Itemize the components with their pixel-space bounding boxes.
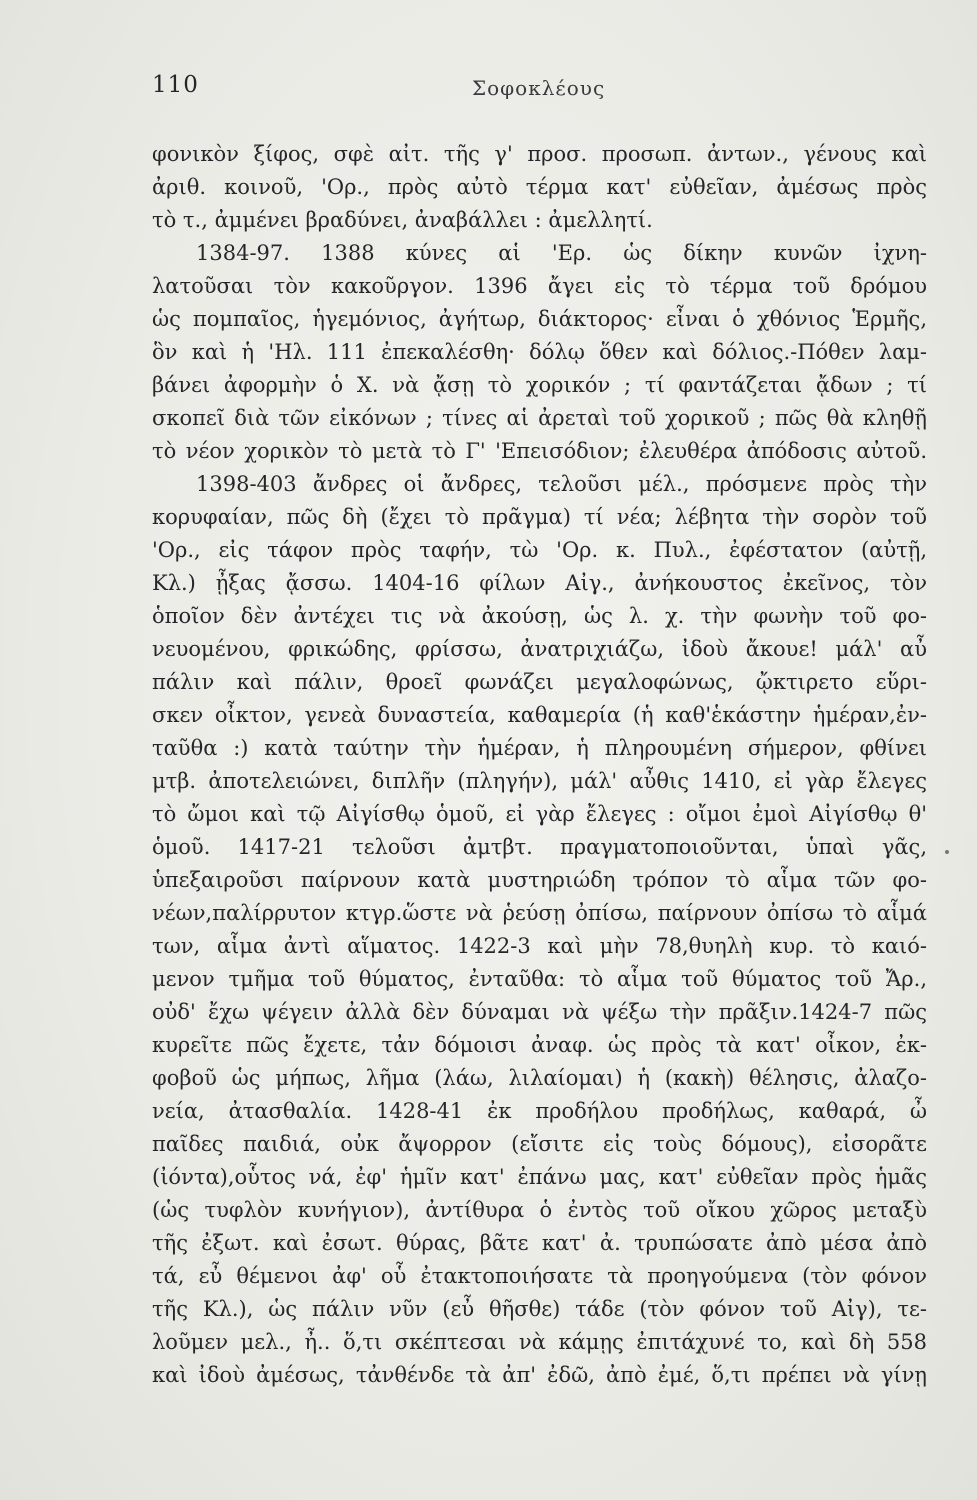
text-line: μενον τμῆμα τοῦ θύματος, ἐνταῦθα: τὸ αἷμα τοῦ θύματος τοῦ Ἄρ.,	[152, 967, 927, 991]
text-line: 1398-403 ἄνδρες οἱ ἄνδρες, τελοῦσι μέλ., πρόσμενε πρὸς τὴν	[196, 472, 927, 496]
text-line: βάνει ἀφορμὴν ὁ Χ. νὰ ᾄσῃ τὸ χορικόν ; τί φαντάζεται ᾄδων ; τί	[152, 373, 927, 397]
text-line: σκεν οἶκτον, γενεὰ δυναστεία, καθαμερία (ἡ καθ'ἑκάστην ἡμέραν,ἐν-	[152, 703, 927, 727]
text-line: φοβοῦ ὡς μήπως, λῆμα (λάω, λιλαίομαι) ἡ (κακὴ) θέλησις, ἀλαζο-	[152, 1066, 927, 1090]
text-line: τὸ τ., ἀμμένει βραδύνει, ἀναβάλλει : ἀμελλητί.	[152, 208, 653, 232]
text-line: λατοῦσαι τὸν κακοῦργον. 1396 ἄγει εἰς τὸ τέρμα τοῦ δρόμου	[152, 274, 927, 298]
text-line: σκοπεῖ διὰ τῶν εἰκόνων ; τίνες αἱ ἀρεταὶ τοῦ χορικοῦ ; πῶς θὰ κληθῇ	[152, 406, 927, 430]
text-line: φονικὸν ξίφος, σφὲ αἰτ. τῆς γ' προσ. προσωπ. ἀντων., γένους καὶ	[152, 142, 927, 166]
text-line: παῖδες παιδιά, οὐκ ἄψορρον (εἴσιτε εἰς τοὺς δόμους), εἰσορᾶτε	[152, 1132, 927, 1156]
text-line: ὑπεξαιροῦσι παίρνουν κατὰ μυστηριώδη τρόπον τὸ αἷμα τῶν φο-	[152, 868, 927, 892]
text-line: τῆς Κλ.), ὡς πάλιν νῦν (εὖ θῆσθε) τάδε (τὸν φόνον τοῦ Αἰγ), τε-	[152, 1297, 927, 1321]
text-line: νευομένου, φρικώδης, φρίσσω, ἀνατριχιάζω, ἰδοὺ ἄκουε! μάλ' αὖ	[152, 637, 927, 661]
text-line: κορυφαίαν, πῶς δὴ (ἔχει τὸ πρᾶγμα) τί νέα; λέβητα τὴν σορὸν τοῦ	[152, 505, 927, 529]
page-number: 110	[152, 72, 199, 98]
text-line: Κλ.) ᾖξας ᾄσσω. 1404-16 φίλων Αἰγ., ἀνήκουστος ἐκεῖνος, τὸν	[152, 571, 927, 595]
text-line: (ὡς τυφλὸν κυνήγιον), ἀντίθυρα ὁ ἐντὸς τοῦ οἴκου χῶρος μεταξὺ	[152, 1198, 927, 1222]
text-line: 1384-97. 1388 κύνες αἱ 'Ερ. ὡς δίκην κυνῶν ἰχνη-	[196, 241, 927, 265]
text-line: των, αἷμα ἀντὶ αἵματος. 1422-3 καὶ μὴν 78,θυηλὴ κυρ. τὸ καιό-	[152, 934, 927, 958]
running-title: Σοφοκλέους	[472, 76, 606, 100]
text-line: κυρεῖτε πῶς ἔχετε, τἀν δόμοισι ἀναφ. ὡς πρὸς τὰ κατ' οἶκον, ἐκ-	[152, 1033, 927, 1057]
text-line: πάλιν καὶ πάλιν, θροεῖ φωνάζει μεγαλοφώνως, ᾤκτιρετο εὕρι-	[152, 670, 927, 694]
text-line: ὁμοῦ. 1417-21 τελοῦσι ἀμτβτ. πραγματοποιοῦνται, ὑπαὶ γᾶς,	[152, 835, 927, 859]
text-line: ὁποῖον δὲν ἀντέχει τις νὰ ἀκούσῃ, ὡς λ. χ. τὴν φωνὴν τοῦ φο-	[152, 604, 927, 628]
text-line: νεία, ἀτασθαλία. 1428-41 ἐκ προδήλου προδήλως, καθαρά, ὦ	[152, 1099, 927, 1123]
text-line: τὸ ὤμοι καὶ τῷ Αἰγίσθῳ ὁμοῦ, εἰ γὰρ ἔλεγες : οἴμοι ἐμοὶ Αἰγίσθῳ θ'	[152, 802, 927, 826]
text-line: νέων,παλίρρυτον κτγρ.ὥστε νὰ ῥεύσῃ ὀπίσω, παίρνουν ὀπίσω τὸ αἷμά	[152, 901, 927, 925]
text-line: τά, εὖ θέμενοι ἀφ' οὗ ἐτακτοποιήσατε τὰ προηγούμενα (τὸν φόνον	[152, 1264, 927, 1288]
text-line: ὡς πομπαῖος, ἡγεμόνιος, ἀγήτωρ, διάκτορος· εἶναι ὁ χθόνιος Ἑρμῆς,	[152, 307, 927, 331]
commentary-text	[152, 138, 927, 1392]
text-line: ἀριθ. κοινοῦ, 'Ορ., πρὸς αὐτὸ τέρμα κατ' εὐθεῖαν, ἀμέσως πρὸς	[152, 175, 927, 199]
text-line: οὐδ' ἔχω ψέγειν ἀλλὰ δὲν δύναμαι νὰ ψέξω τὴν πρᾶξιν.1424-7 πῶς	[152, 1000, 927, 1024]
text-line: τῆς ἐξωτ. καὶ ἐσωτ. θύρας, βᾶτε κατ' ἀ. τρυπώσατε ἀπὸ μέσα ἀπὸ	[152, 1231, 927, 1255]
text-line: ταῦθα :) κατὰ ταύτην τὴν ἡμέραν, ἡ πληρουμένη σήμερον, φθίνει	[152, 736, 927, 760]
text-line: τὸ νέον χορικὸν τὸ μετὰ τὸ Γ' 'Επεισόδιον; ἐλευθέρα ἀπόδοσις αὐτοῦ.	[152, 439, 927, 463]
text-line: 'Ορ., εἰς τάφον πρὸς ταφήν, τὼ 'Ορ. κ. Πυλ., ἐφέστατον (αὐτῇ,	[152, 538, 927, 562]
text-line: καὶ ἰδοὺ ἀμέσως, τἀνθένδε τὰ ἀπ' ἐδῶ, ἀπὸ ἐμέ, ὅ,τι πρέπει νὰ γίνῃ	[152, 1363, 927, 1387]
page-header	[152, 72, 927, 106]
text-line: ὃν καὶ ἡ 'Ηλ. 111 ἐπεκαλέσθη· δόλῳ ὅθεν καὶ δόλιος.-Πόθεν λαμ-	[152, 340, 927, 364]
text-line: μτβ. ἀποτελειώνει, διπλῆν (πληγήν), μάλ' αὖθις 1410, εἰ γὰρ ἔλεγες	[152, 769, 927, 793]
text-line: (ἰόντα),οὗτος νά, ἐφ' ἡμῖν κατ' ἐπάνω μας, κατ' εὐθεῖαν πρὸς ἡμᾶς	[152, 1165, 927, 1189]
text-line: λοῦμεν μελ., ἦ.. ὅ,τι σκέπτεσαι νὰ κάμῃς ἐπιτάχυνέ το, καὶ δὴ 558	[152, 1330, 927, 1354]
margin-speck	[945, 850, 949, 854]
